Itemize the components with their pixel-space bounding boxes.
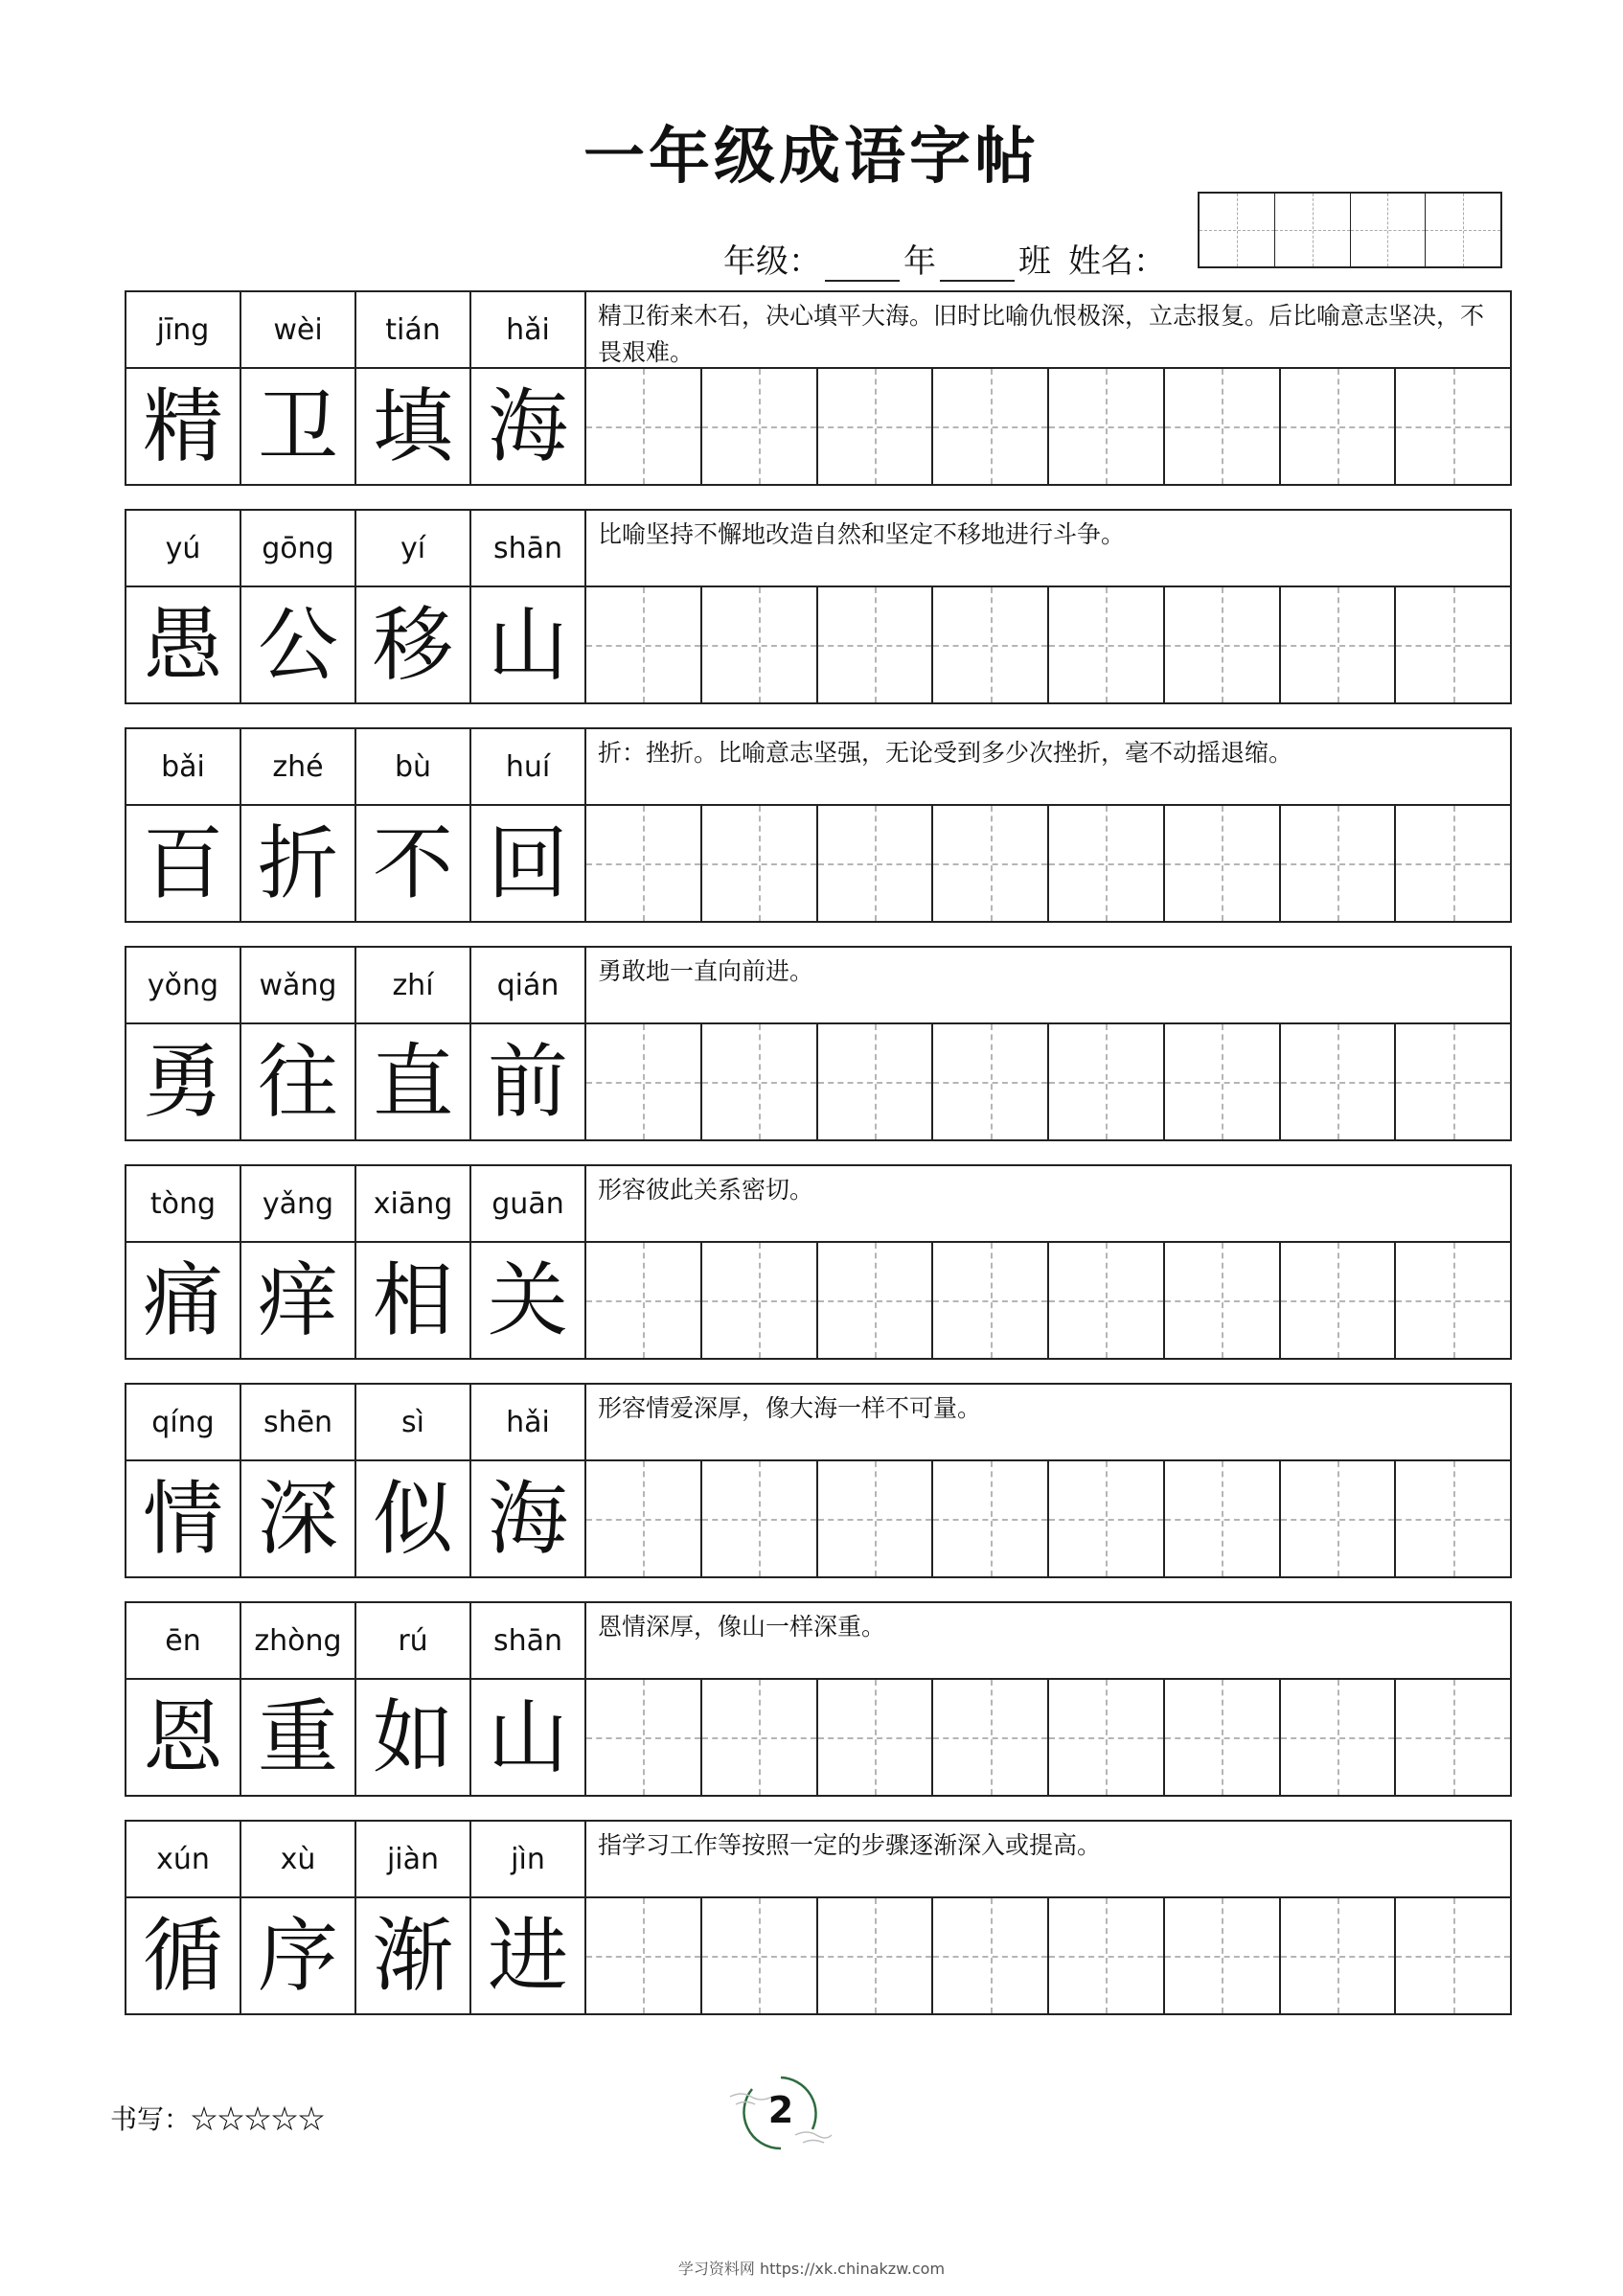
idiom-block — [125, 946, 1512, 1141]
practice-cell[interactable] — [1281, 1898, 1397, 2013]
pinyin-row — [126, 292, 1510, 369]
idiom-meaning: 勇敢地一直向前进。 — [598, 957, 814, 985]
pinyin-cell: bù — [356, 729, 471, 804]
grade-label: 年级： — [723, 242, 821, 281]
pinyin-cell: tián — [356, 292, 471, 367]
pinyin-cell: wǎng — [241, 948, 356, 1022]
idiom-meaning: 形容彼此关系密切。 — [598, 1176, 814, 1204]
practice-cell[interactable] — [586, 1461, 702, 1576]
page-title: 一年级成语字帖 — [583, 122, 1040, 193]
pinyin-cell: qián — [471, 948, 586, 1022]
model-character: 痒 — [241, 1243, 356, 1358]
class-label: 班 — [1018, 242, 1051, 281]
practice-grid — [586, 1243, 1510, 1358]
practice-cell[interactable] — [1165, 369, 1281, 484]
practice-cell[interactable] — [1165, 1898, 1281, 2013]
character-row — [126, 1461, 1510, 1576]
practice-cell[interactable] — [1281, 1024, 1397, 1139]
model-character: 关 — [471, 1243, 586, 1358]
pinyin-cell: yí — [356, 511, 471, 585]
name-cell[interactable] — [1275, 194, 1351, 266]
practice-grid — [586, 806, 1510, 921]
practice-cell[interactable] — [818, 1898, 934, 2013]
character-row — [126, 1898, 1510, 2013]
practice-cell[interactable] — [1049, 1461, 1165, 1576]
practice-cell[interactable] — [1165, 1024, 1281, 1139]
practice-cell[interactable] — [1049, 587, 1165, 702]
student-info-line — [723, 235, 1166, 282]
practice-cell[interactable] — [1165, 1680, 1281, 1795]
practice-cell[interactable] — [702, 1243, 818, 1358]
pinyin-cell: hǎi — [471, 1385, 586, 1459]
practice-cell[interactable] — [1281, 587, 1397, 702]
practice-cell[interactable] — [1165, 587, 1281, 702]
practice-cell[interactable] — [586, 1243, 702, 1358]
practice-cell[interactable] — [1396, 1680, 1510, 1795]
model-character: 卫 — [241, 369, 356, 484]
model-character: 前 — [471, 1024, 586, 1139]
practice-cell[interactable] — [1281, 1680, 1397, 1795]
name-cell[interactable] — [1426, 194, 1500, 266]
practice-cell[interactable] — [702, 1680, 818, 1795]
practice-cell[interactable] — [933, 1680, 1049, 1795]
pinyin-cell: jìn — [471, 1822, 586, 1896]
character-row — [126, 1243, 1510, 1358]
pinyin-row — [126, 1603, 1510, 1680]
pinyin-cell: zhí — [356, 948, 471, 1022]
model-character: 不 — [356, 806, 471, 921]
character-row — [126, 1680, 1510, 1795]
handwriting-rating: 书写：☆☆☆☆☆ — [110, 2103, 326, 2135]
practice-cell[interactable] — [818, 1024, 934, 1139]
model-character: 循 — [126, 1898, 241, 2013]
practice-cell[interactable] — [1281, 1461, 1397, 1576]
practice-cell[interactable] — [933, 1243, 1049, 1358]
model-character: 恩 — [126, 1680, 241, 1795]
model-character: 海 — [471, 369, 586, 484]
practice-cell[interactable] — [1049, 1680, 1165, 1795]
practice-cell[interactable] — [1049, 1243, 1165, 1358]
idiom-block — [125, 509, 1512, 704]
model-character: 精 — [126, 369, 241, 484]
practice-cell[interactable] — [702, 587, 818, 702]
model-character: 似 — [356, 1461, 471, 1576]
practice-cell[interactable] — [933, 806, 1049, 921]
practice-grid — [586, 587, 1510, 702]
practice-cell[interactable] — [586, 369, 702, 484]
grade-blank[interactable] — [825, 251, 900, 282]
practice-cell[interactable] — [933, 1898, 1049, 2013]
model-character: 序 — [241, 1898, 356, 2013]
model-character: 相 — [356, 1243, 471, 1358]
practice-grid — [586, 1024, 1510, 1139]
idiom-block — [125, 1383, 1512, 1578]
model-character: 愚 — [126, 587, 241, 702]
idiom-block — [125, 1601, 1512, 1797]
character-row — [126, 587, 1510, 702]
year-label: 年 — [903, 242, 936, 281]
model-character: 往 — [241, 1024, 356, 1139]
practice-cell[interactable] — [818, 369, 934, 484]
practice-cell[interactable] — [586, 806, 702, 921]
practice-cell[interactable] — [818, 1680, 934, 1795]
model-character: 山 — [471, 587, 586, 702]
pinyin-row — [126, 1822, 1510, 1898]
model-character: 勇 — [126, 1024, 241, 1139]
character-row — [126, 806, 1510, 921]
model-character: 进 — [471, 1898, 586, 2013]
model-character: 海 — [471, 1461, 586, 1576]
character-row — [126, 1024, 1510, 1139]
pinyin-cell: rú — [356, 1603, 471, 1678]
pinyin-cell: yú — [126, 511, 241, 585]
page-number-badge — [728, 2072, 834, 2158]
practice-grid — [586, 1898, 1510, 2013]
pinyin-cell: wèi — [241, 292, 356, 367]
model-character: 直 — [356, 1024, 471, 1139]
pinyin-cell: ēn — [126, 1603, 241, 1678]
pinyin-cell: zhòng — [241, 1603, 356, 1678]
pinyin-cell: sì — [356, 1385, 471, 1459]
practice-cell[interactable] — [1396, 587, 1510, 702]
pinyin-cell: hǎi — [471, 292, 586, 367]
model-character: 如 — [356, 1680, 471, 1795]
name-cell[interactable] — [1351, 194, 1427, 266]
pinyin-cell: tòng — [126, 1166, 241, 1241]
pinyin-cell: guān — [471, 1166, 586, 1241]
practice-cell[interactable] — [1396, 1243, 1510, 1358]
model-character: 情 — [126, 1461, 241, 1576]
footer-source: 学习资料网 https://xk.chinakzw.com — [677, 2260, 946, 2278]
page-number: 2 — [767, 2089, 794, 2131]
practice-cell[interactable] — [702, 1461, 818, 1576]
idiom-block — [125, 290, 1512, 486]
practice-grid — [586, 1461, 1510, 1576]
practice-cell[interactable] — [1049, 806, 1165, 921]
practice-grid — [586, 369, 1510, 484]
idiom-meaning: 比喻坚持不懈地改造自然和坚定不移地进行斗争。 — [598, 520, 1126, 548]
practice-cell[interactable] — [702, 1024, 818, 1139]
pinyin-cell: huí — [471, 729, 586, 804]
practice-cell[interactable] — [586, 587, 702, 702]
practice-cell[interactable] — [1165, 1243, 1281, 1358]
practice-cell[interactable] — [933, 1461, 1049, 1576]
practice-cell[interactable] — [818, 1461, 934, 1576]
pinyin-cell: bǎi — [126, 729, 241, 804]
practice-cell[interactable] — [1396, 1024, 1510, 1139]
model-character: 公 — [241, 587, 356, 702]
pinyin-cell: yǎng — [241, 1166, 356, 1241]
model-character: 百 — [126, 806, 241, 921]
name-cell[interactable] — [1200, 194, 1275, 266]
practice-cell[interactable] — [1049, 1898, 1165, 2013]
practice-cell[interactable] — [1049, 369, 1165, 484]
practice-cell[interactable] — [1165, 1461, 1281, 1576]
practice-cell[interactable] — [702, 369, 818, 484]
pinyin-cell: shān — [471, 511, 586, 585]
practice-cell[interactable] — [1396, 806, 1510, 921]
practice-cell[interactable] — [586, 1898, 702, 2013]
pinyin-cell: jīng — [126, 292, 241, 367]
name-label: 姓名： — [1068, 242, 1166, 281]
pinyin-cell: shān — [471, 1603, 586, 1678]
idiom-meaning: 指学习工作等按照一定的步骤逐渐深入或提高。 — [598, 1831, 1102, 1859]
idiom-meaning: 折：挫折。比喻意志坚强，无论受到多少次挫折，毫不动摇退缩。 — [598, 739, 1293, 767]
practice-cell[interactable] — [702, 806, 818, 921]
practice-cell[interactable] — [1281, 806, 1397, 921]
practice-cell[interactable] — [586, 1680, 702, 1795]
model-character: 渐 — [356, 1898, 471, 2013]
idiom-meaning: 恩情深厚，像山一样深重。 — [598, 1613, 886, 1641]
idiom-block — [125, 1820, 1512, 2015]
practice-cell[interactable] — [702, 1898, 818, 2013]
model-character: 重 — [241, 1680, 356, 1795]
practice-cell[interactable] — [1396, 1461, 1510, 1576]
practice-cell[interactable] — [1165, 806, 1281, 921]
practice-grid — [586, 1680, 1510, 1795]
idiom-meaning: 精卫衔来木石，决心填平大海。旧时比喻仇恨极深，立志报复。后比喻意志坚决，不畏艰难。 — [598, 302, 1485, 366]
model-character: 折 — [241, 806, 356, 921]
pinyin-cell: shēn — [241, 1385, 356, 1459]
model-character: 移 — [356, 587, 471, 702]
character-row — [126, 369, 1510, 484]
pinyin-cell: qíng — [126, 1385, 241, 1459]
idiom-block — [125, 727, 1512, 923]
practice-cell[interactable] — [818, 1243, 934, 1358]
practice-cell[interactable] — [1281, 1243, 1397, 1358]
pinyin-cell: yǒng — [126, 948, 241, 1022]
pinyin-row — [126, 1166, 1510, 1243]
pinyin-cell: gōng — [241, 511, 356, 585]
pinyin-row — [126, 729, 1510, 806]
pinyin-cell: xù — [241, 1822, 356, 1896]
practice-cell[interactable] — [1049, 1024, 1165, 1139]
model-character: 山 — [471, 1680, 586, 1795]
pinyin-row — [126, 948, 1510, 1024]
pinyin-cell: xiāng — [356, 1166, 471, 1241]
pinyin-cell: jiàn — [356, 1822, 471, 1896]
practice-cell[interactable] — [818, 806, 934, 921]
pinyin-row — [126, 1385, 1510, 1461]
idiom-block — [125, 1164, 1512, 1360]
practice-cell[interactable] — [1396, 369, 1510, 484]
practice-cell[interactable] — [933, 369, 1049, 484]
practice-cell[interactable] — [1396, 1898, 1510, 2013]
model-character: 回 — [471, 806, 586, 921]
practice-cell[interactable] — [933, 587, 1049, 702]
practice-cell[interactable] — [818, 587, 934, 702]
practice-cell[interactable] — [586, 1024, 702, 1139]
pinyin-row — [126, 511, 1510, 587]
pinyin-cell: xún — [126, 1822, 241, 1896]
model-character: 填 — [356, 369, 471, 484]
practice-cell[interactable] — [933, 1024, 1049, 1139]
idiom-meaning: 形容情爱深厚，像大海一样不可量。 — [598, 1394, 982, 1422]
practice-cell[interactable] — [1281, 369, 1397, 484]
class-blank[interactable] — [940, 251, 1015, 282]
name-writing-box[interactable] — [1198, 192, 1502, 268]
pinyin-cell: zhé — [241, 729, 356, 804]
model-character: 痛 — [126, 1243, 241, 1358]
model-character: 深 — [241, 1461, 356, 1576]
